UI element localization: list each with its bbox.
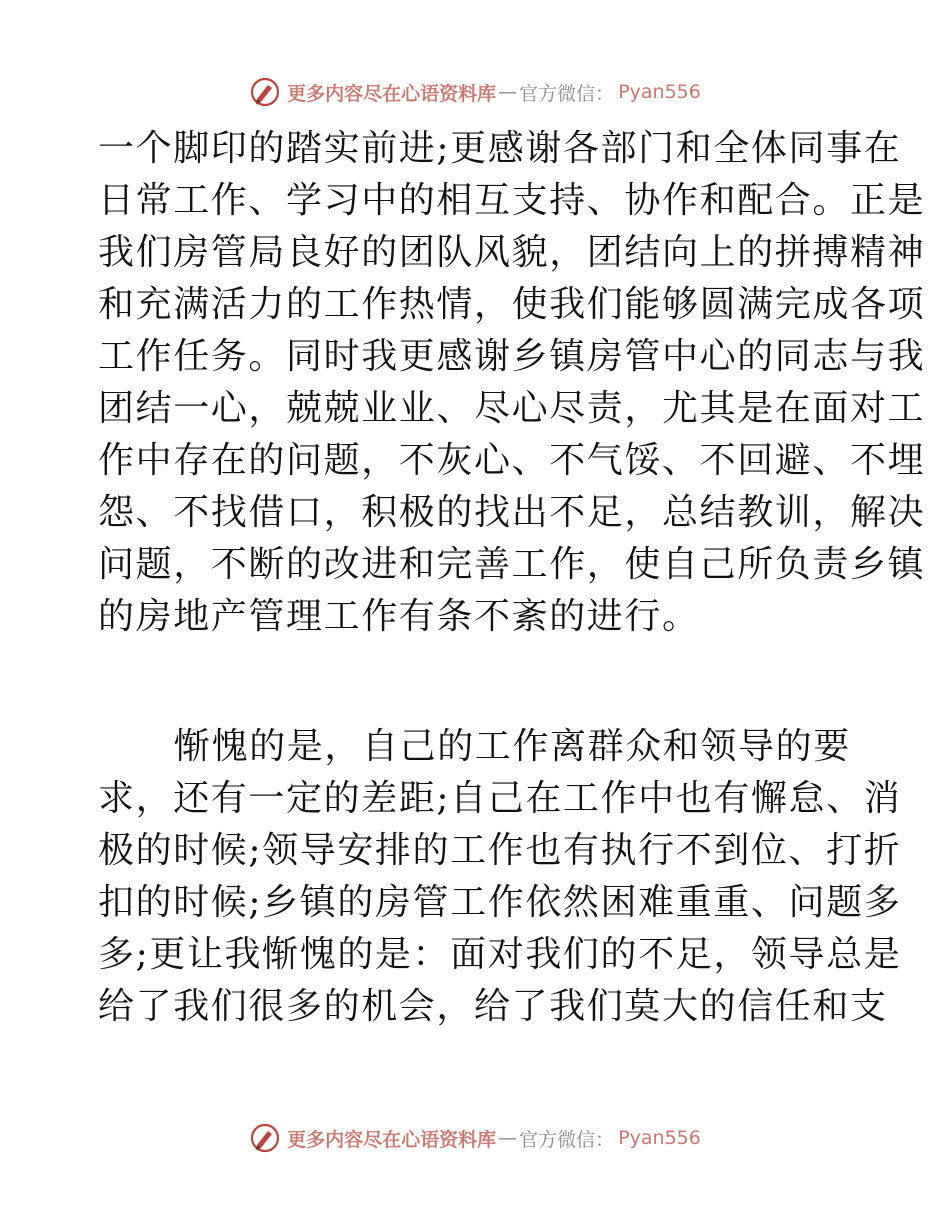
watermark-wechat-id: Pyan556 (618, 81, 701, 103)
text-line: 求，还有一定的差距;自己在工作中也有懈怠、消 (98, 778, 902, 819)
text-line: 极的时候;领导安排的工作也有执行不到位、打折 (98, 830, 902, 871)
text-line: 多;更让我惭愧的是：面对我们的不足，领导总是 (98, 934, 902, 975)
text-line: 日常工作、学习中的相互支持、协作和配合。正是 (98, 180, 926, 221)
header-watermark (0, 72, 950, 112)
text-line: 一个脚印的踏实前进;更感谢各部门和全体同事在 (98, 128, 902, 169)
watermark-channel-text: 官方微信： (519, 1128, 615, 1151)
watermark-site-text: 更多内容尽在心语资料库 (287, 82, 497, 105)
text-line: 惭愧的是，自己的工作离群众和领导的要 (174, 726, 851, 767)
text-line: 工作任务。同时我更感谢乡镇房管中心的同志与我 (98, 336, 926, 377)
watermark-dash: — (498, 1127, 518, 1149)
text-line: 团结一心，兢兢业业、尽心尽责，尤其是在面对工 (98, 388, 926, 429)
watermark-dash: — (498, 81, 518, 103)
text-line: 我们房管局良好的团队风貌，团结向上的拼搏精神 (98, 232, 926, 273)
pen-circle-logo-icon (249, 76, 281, 108)
watermark-wechat-id: Pyan556 (618, 1127, 701, 1149)
text-line: 怨、不找借口，积极的找出不足，总结教训，解决 (98, 492, 926, 533)
text-line: 和充满活力的工作热情，使我们能够圆满完成各项 (98, 284, 926, 325)
paragraph-2 (98, 721, 902, 1033)
text-line: 的房地产管理工作有条不紊的进行。 (98, 596, 700, 637)
pen-circle-logo-icon (249, 1122, 281, 1154)
watermark-site-text: 更多内容尽在心语资料库 (287, 1128, 497, 1151)
paragraph-1 (98, 123, 926, 643)
text-line: 扣的时候;乡镇的房管工作依然困难重重、问题多 (98, 882, 902, 923)
text-line: 问题，不断的改进和完善工作，使自己所负责乡镇 (98, 544, 926, 585)
text-line: 作中存在的问题，不灰心、不气馁、不回避、不埋 (98, 440, 926, 481)
watermark-channel-text: 官方微信： (519, 82, 615, 105)
text-line: 给了我们很多的机会，给了我们莫大的信任和支 (98, 986, 888, 1027)
footer-watermark (0, 1118, 950, 1158)
